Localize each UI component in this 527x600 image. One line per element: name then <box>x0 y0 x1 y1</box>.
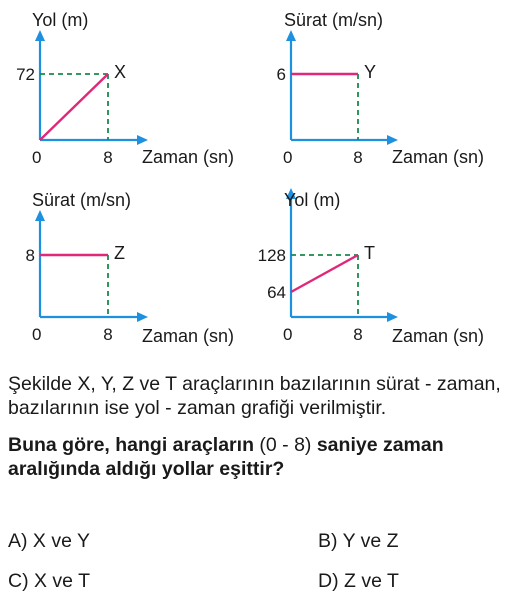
option-letter: A) <box>8 530 28 552</box>
y-axis-arrow <box>35 210 45 221</box>
series-line-x <box>40 74 108 140</box>
option-text: Z ve T <box>344 570 399 592</box>
origin-label: 0 <box>32 148 42 167</box>
y-axis-label: Sürat (m/sn) <box>32 190 132 210</box>
series-label-z: Z <box>114 243 125 263</box>
prompt-interval: (0 - 8) <box>259 434 312 456</box>
graph-2 <box>277 10 485 167</box>
prompt-before: Buna göre, hangi araçların <box>8 434 260 456</box>
x-axis-label: Zaman (sn) <box>392 147 485 167</box>
option-d[interactable] <box>318 570 399 593</box>
x-axis-arrow <box>137 312 148 322</box>
x-tick-label: 8 <box>353 325 363 344</box>
option-text: X ve Y <box>32 530 91 552</box>
x-axis-label: Zaman (sn) <box>142 326 235 346</box>
prompt-after: saniye zaman aralığında aldığı yollar eşittir? <box>8 434 444 480</box>
y-tick-label: 64 <box>267 283 286 302</box>
question-paragraph: Şekilde X, Y, Z ve T araçlarının bazılarının sürat - zaman, bazılarının ise yol - zaman grafiği verilmiştir. <box>8 373 501 419</box>
y-axis-label: Yol (m) <box>284 190 341 210</box>
option-letter: C) <box>8 570 29 592</box>
graph-4 <box>258 188 484 346</box>
option-b[interactable] <box>318 530 399 553</box>
y-tick-label: 6 <box>276 65 286 84</box>
y-tick-label: 8 <box>25 246 35 265</box>
x-axis-label: Zaman (sn) <box>392 326 485 346</box>
x-tick-label: 8 <box>103 325 113 344</box>
x-tick-label: 8 <box>353 148 363 167</box>
option-text: X ve T <box>34 570 90 592</box>
graph-3 <box>26 190 235 346</box>
option-a[interactable] <box>8 530 90 553</box>
x-axis-arrow <box>387 312 398 322</box>
option-c[interactable] <box>8 570 90 593</box>
y-axis-label: Sürat (m/sn) <box>284 10 384 30</box>
series-label-y: Y <box>364 62 377 82</box>
y-axis-label: Yol (m) <box>32 10 89 30</box>
x-tick-label: 8 <box>103 148 113 167</box>
option-letter: B) <box>318 530 338 552</box>
series-line-t <box>291 255 358 292</box>
x-axis-label: Zaman (sn) <box>142 147 235 167</box>
origin-label: 0 <box>283 325 293 344</box>
origin-label: 0 <box>283 148 293 167</box>
question-prompt <box>8 433 521 481</box>
graph-1 <box>16 10 234 167</box>
origin-label: 0 <box>32 325 42 344</box>
y-axis-arrow <box>286 30 296 41</box>
y-tick-label: 72 <box>16 65 35 84</box>
y-axis-arrow <box>35 30 45 41</box>
option-letter: D) <box>318 570 339 592</box>
x-axis-arrow <box>137 135 148 145</box>
series-label-t: T <box>364 243 375 263</box>
x-axis-arrow <box>387 135 398 145</box>
y-tick-label: 128 <box>257 246 286 265</box>
series-label-x: X <box>114 62 127 82</box>
option-text: Y ve Z <box>342 530 399 552</box>
